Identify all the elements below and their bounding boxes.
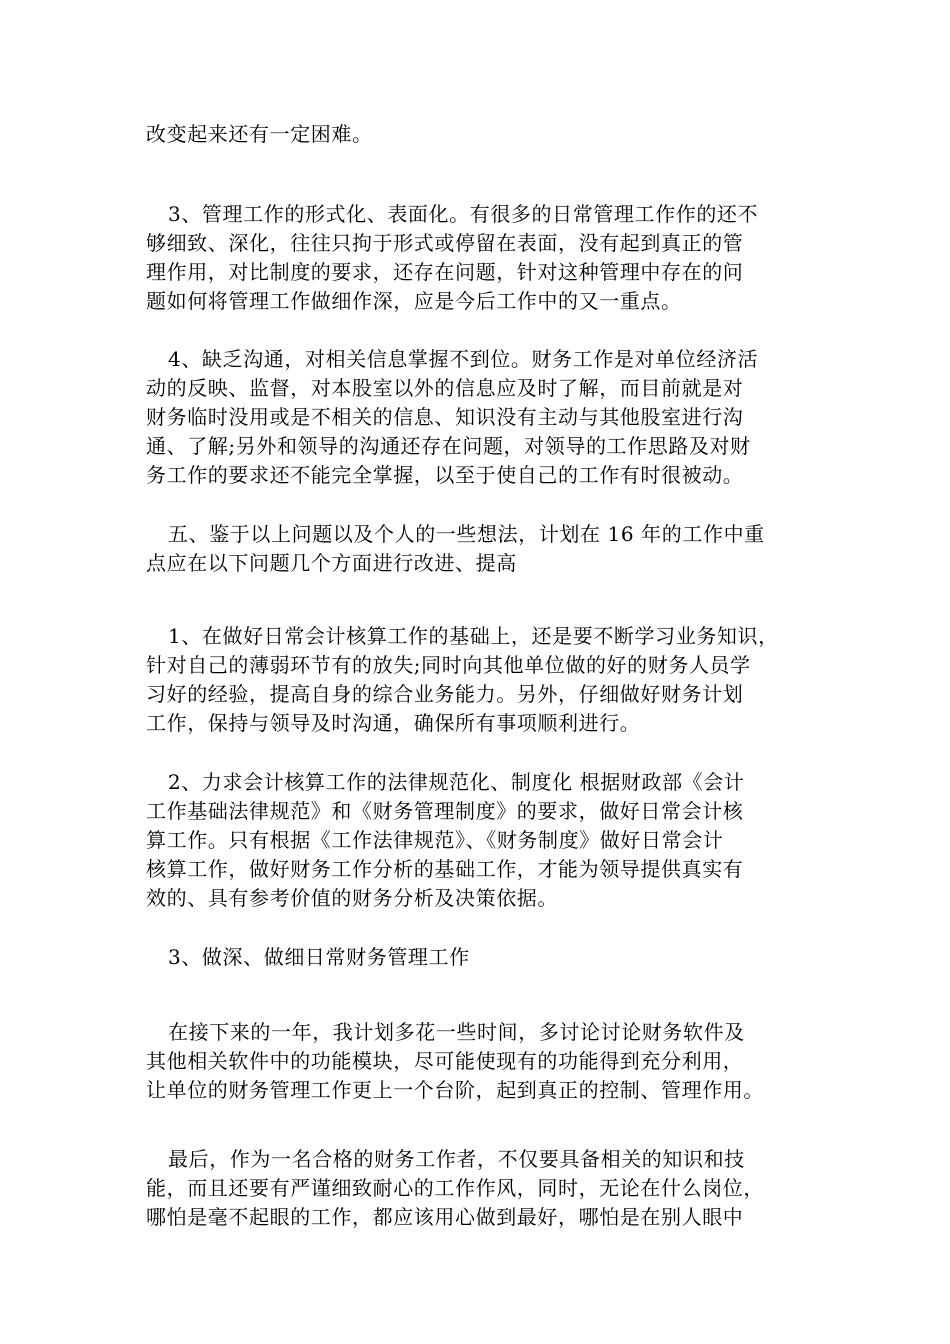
paragraph-plan-3-heading — [146, 943, 814, 972]
text-line: 核算工作，做好财务工作分析的基础工作，才能为领导提供真实有 — [146, 857, 744, 881]
text-line: 最后，作为一名合格的财务工作者，不仅要具备相关的知识和技 — [168, 1147, 745, 1171]
text-line: 工作，保持与领导及时沟通，确保所有事项顺利进行。 — [146, 711, 641, 735]
text-line: 4、缺乏沟通，对相关信息掌握不到位。财务工作是对单位经济活 — [168, 347, 759, 371]
text-line: 改变起来还有一定困难。 — [146, 122, 373, 146]
paragraph-item-4 — [146, 345, 814, 490]
text-line: 务工作的要求还不能完全掌握，以至于使自己的工作有时很被动。 — [146, 463, 744, 487]
text-line: 能，而且还要有严谨细致耐心的工作作风，同时，无论在什么岗位， — [146, 1176, 764, 1200]
paragraph-section-5-heading — [146, 520, 814, 578]
text-line: 其他相关软件中的功能模块，尽可能使现有的功能得到充分利用， — [146, 1049, 744, 1073]
text-line: 3、做深、做细日常财务管理工作 — [168, 945, 470, 969]
text-line: 针对自己的薄弱环节有的放失;同时向其他单位做的好的财务人员学 — [146, 653, 751, 677]
text-line: 通、了解;另外和领导的沟通还存在问题，对领导的工作思路及对财 — [146, 434, 751, 458]
paragraph-item-3 — [146, 200, 814, 316]
text-line: 效的、具有参考价值的财务分析及决策依据。 — [146, 886, 558, 910]
paragraph-plan-1 — [146, 622, 814, 738]
text-line: 算工作。只有根据《工作法律规范》、《财务制度》做好日常会计 — [146, 828, 724, 852]
text-line: 财务临时没用或是不相关的信息、知识没有主动与其他股室进行沟 — [146, 405, 744, 429]
paragraph-continuation — [146, 120, 814, 149]
text-line: 动的反映、监督，对本股室以外的信息应及时了解，而目前就是对 — [146, 376, 744, 400]
text-line: 理作用，对比制度的要求，还存在问题，针对这种管理中存在的问 — [146, 260, 744, 284]
text-line: 工作基础法律规范》和《财务管理制度》的要求，做好日常会计核 — [146, 799, 744, 823]
text-line: 题如何将管理工作做细作深，应是今后工作中的又一重点。 — [146, 289, 682, 313]
text-line: 五、鉴于以上问题以及个人的一些想法，计划在 16 年的工作中重 — [168, 522, 765, 546]
text-line: 2、力求会计核算工作的法律规范化、制度化 根据财政部《会计 — [168, 770, 745, 794]
text-line: 3、管理工作的形式化、表面化。有很多的日常管理工作作的还不 — [168, 202, 759, 226]
paragraph-plan-3-body — [146, 1018, 814, 1105]
text-line: 点应在以下问题几个方面进行改进、提高 — [146, 551, 517, 575]
text-line: 哪怕是毫不起眼的工作，都应该用心做到最好，哪怕是在别人眼中 — [146, 1205, 744, 1229]
text-line: 够细致、深化，往往只拘于形式或停留在表面，没有起到真正的管 — [146, 231, 744, 255]
text-line: 让单位的财务管理工作更上一个台阶，起到真正的控制、管理作用。 — [146, 1078, 764, 1102]
paragraph-plan-2 — [146, 768, 814, 913]
paragraph-closing — [146, 1145, 814, 1232]
text-line: 在接下来的一年，我计划多花一些时间，多讨论讨论财务软件及 — [168, 1020, 745, 1044]
text-line: 习好的经验，提高自身的综合业务能力。另外，仔细做好财务计划 — [146, 682, 744, 706]
text-line: 1、在做好日常会计核算工作的基础上，还是要不断学习业务知识， — [168, 624, 779, 648]
